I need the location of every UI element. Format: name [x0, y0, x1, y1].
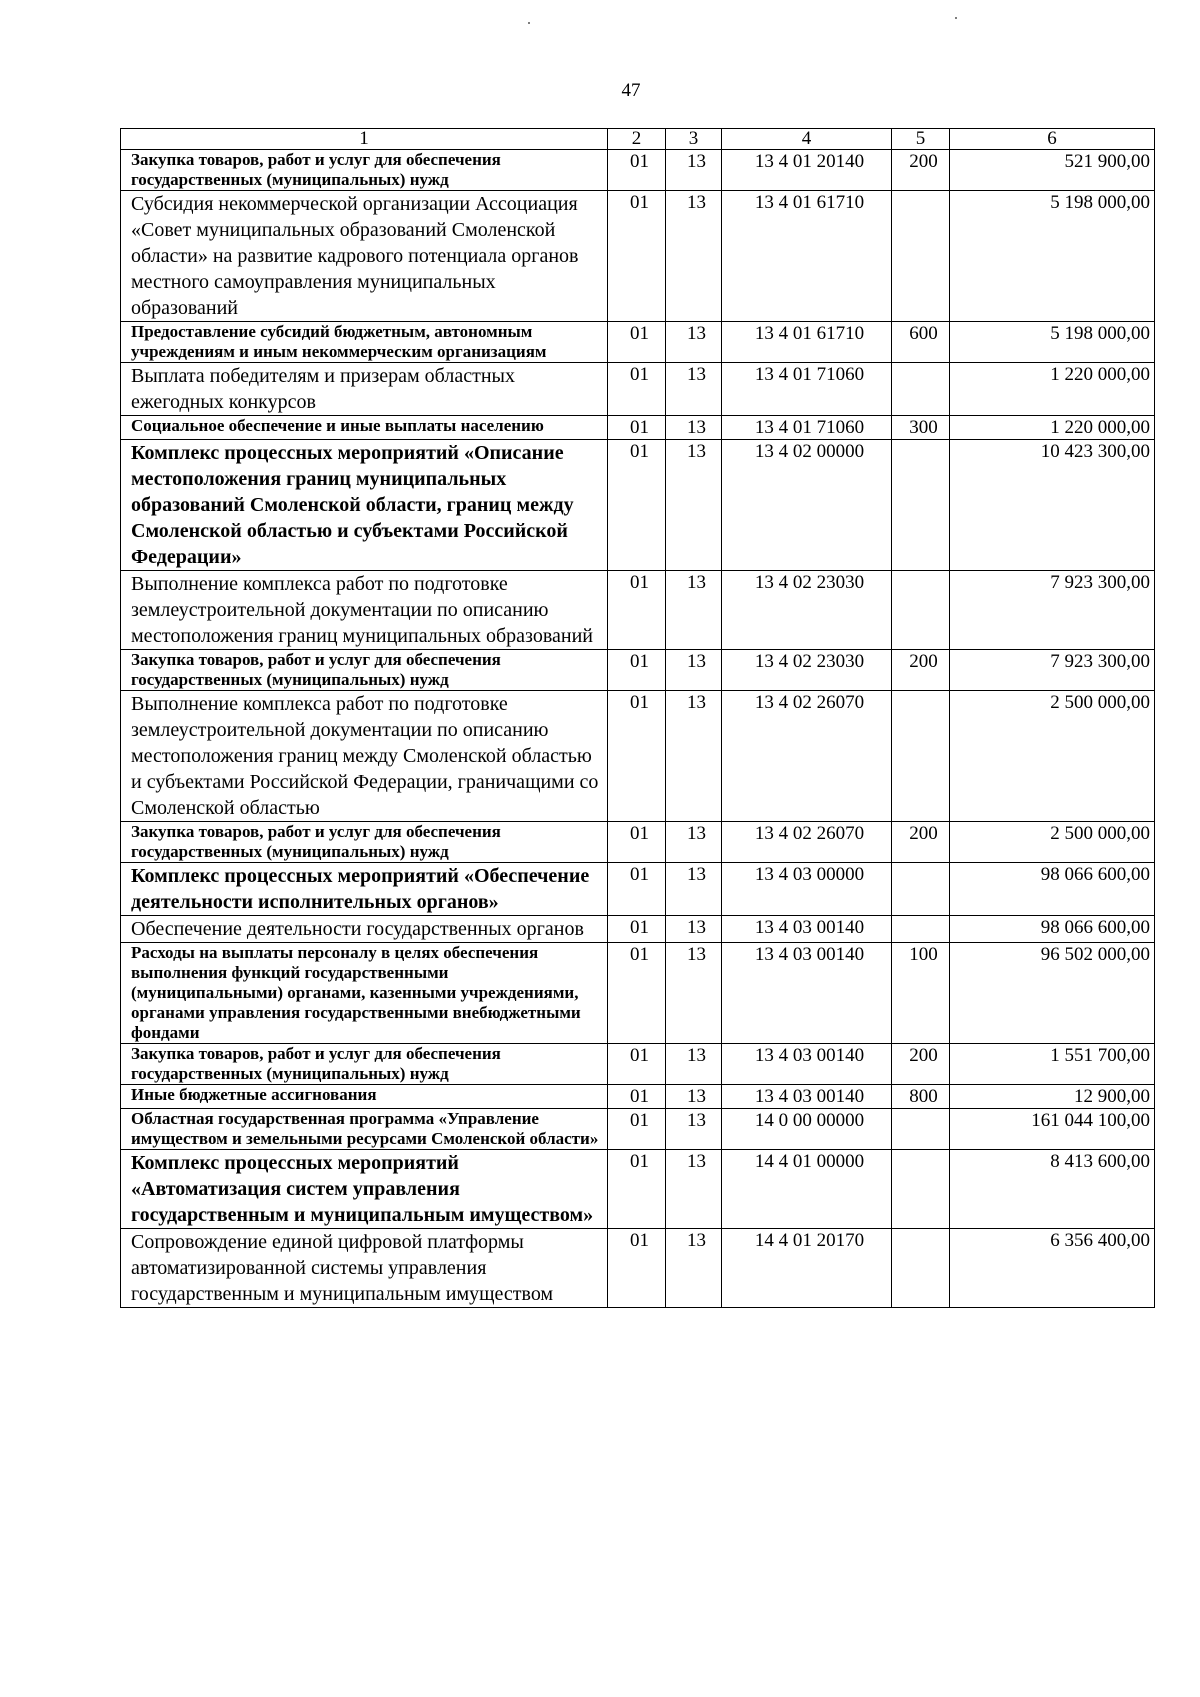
budget-table	[120, 128, 1155, 1308]
subsection-code-cell: 13	[666, 1044, 722, 1085]
row-name-cell: Выплата победителям и призерам областных ежегодных конкурсов	[121, 363, 608, 416]
table-row	[121, 916, 1155, 943]
row-name-cell: Закупка товаров, работ и услуг для обеспечения государственных (муниципальных) нужд	[121, 822, 608, 863]
expense-type-cell: 200	[892, 822, 950, 863]
section-code-cell: 01	[608, 1085, 666, 1109]
target-article-cell: 13 4 01 71060	[722, 363, 892, 416]
amount-cell: 1 220 000,00	[950, 416, 1155, 440]
row-name-cell: Обеспечение деятельности государственных органов	[121, 916, 608, 943]
target-article-cell: 14 4 01 20170	[722, 1229, 892, 1308]
subsection-code-cell: 13	[666, 322, 722, 363]
expense-type-cell	[892, 440, 950, 571]
expense-type-cell	[892, 863, 950, 916]
expense-type-cell: 200	[892, 150, 950, 191]
expense-type-cell	[892, 1229, 950, 1308]
subsection-code-cell: 13	[666, 1229, 722, 1308]
row-name-cell: Сопровождение единой цифровой платформы автоматизированной системы управления государственным и муниципальным имуществом	[121, 1229, 608, 1308]
table-row	[121, 322, 1155, 363]
expense-type-cell: 800	[892, 1085, 950, 1109]
section-code-cell: 01	[608, 691, 666, 822]
expense-type-cell	[892, 363, 950, 416]
column-header: 1	[121, 129, 608, 150]
section-code-cell: 01	[608, 150, 666, 191]
target-article-cell: 13 4 01 71060	[722, 416, 892, 440]
target-article-cell: 14 0 00 00000	[722, 1109, 892, 1150]
row-name-cell: Комплекс процессных мероприятий «Обеспечение деятельности исполнительных органов»	[121, 863, 608, 916]
column-header: 2	[608, 129, 666, 150]
amount-cell: 7 923 300,00	[950, 650, 1155, 691]
table-body	[121, 150, 1155, 1308]
section-code-cell: 01	[608, 363, 666, 416]
subsection-code-cell: 13	[666, 1085, 722, 1109]
row-name-cell: Комплекс процессных мероприятий «Автоматизация систем управления государственным и муниципальным имуществом»	[121, 1150, 608, 1229]
target-article-cell: 13 4 01 20140	[722, 150, 892, 191]
table-row	[121, 650, 1155, 691]
amount-cell: 6 356 400,00	[950, 1229, 1155, 1308]
table-row	[121, 1109, 1155, 1150]
amount-cell: 2 500 000,00	[950, 691, 1155, 822]
target-article-cell: 13 4 03 00140	[722, 1044, 892, 1085]
expense-type-cell: 600	[892, 322, 950, 363]
table-row	[121, 416, 1155, 440]
section-code-cell: 01	[608, 571, 666, 650]
table-row	[121, 150, 1155, 191]
amount-cell: 5 198 000,00	[950, 322, 1155, 363]
row-name-cell: Выполнение комплекса работ по подготовке землеустроительной документации по описанию местоположения границ муниципальных образований	[121, 571, 608, 650]
page-number: 47	[621, 80, 641, 101]
target-article-cell: 13 4 02 23030	[722, 571, 892, 650]
section-code-cell: 01	[608, 863, 666, 916]
target-article-cell: 13 4 03 00140	[722, 916, 892, 943]
section-code-cell: 01	[608, 322, 666, 363]
table-row	[121, 1150, 1155, 1229]
row-name-cell: Социальное обеспечение и иные выплаты населению	[121, 416, 608, 440]
subsection-code-cell: 13	[666, 822, 722, 863]
expense-type-cell	[892, 191, 950, 322]
column-header: 3	[666, 129, 722, 150]
row-name-cell: Закупка товаров, работ и услуг для обеспечения государственных (муниципальных) нужд	[121, 1044, 608, 1085]
subsection-code-cell: 13	[666, 691, 722, 822]
row-name-cell: Закупка товаров, работ и услуг для обеспечения государственных (муниципальных) нужд	[121, 150, 608, 191]
expense-type-cell	[892, 691, 950, 822]
amount-cell: 96 502 000,00	[950, 943, 1155, 1044]
target-article-cell: 13 4 03 00140	[722, 1085, 892, 1109]
subsection-code-cell: 13	[666, 150, 722, 191]
table-row	[121, 943, 1155, 1044]
amount-cell: 161 044 100,00	[950, 1109, 1155, 1150]
table-row	[121, 363, 1155, 416]
table-row	[121, 440, 1155, 571]
subsection-code-cell: 13	[666, 1109, 722, 1150]
amount-cell: 98 066 600,00	[950, 863, 1155, 916]
expense-type-cell: 200	[892, 1044, 950, 1085]
subsection-code-cell: 13	[666, 440, 722, 571]
table-row	[121, 571, 1155, 650]
subsection-code-cell: 13	[666, 650, 722, 691]
column-header: 6	[950, 129, 1155, 150]
table-row	[121, 822, 1155, 863]
header-row	[121, 129, 1155, 150]
scan-speck	[955, 17, 957, 19]
expense-type-cell	[892, 571, 950, 650]
amount-cell: 1 551 700,00	[950, 1044, 1155, 1085]
table-row	[121, 863, 1155, 916]
expense-type-cell: 300	[892, 416, 950, 440]
expense-type-cell: 200	[892, 650, 950, 691]
section-code-cell: 01	[608, 191, 666, 322]
row-name-cell: Иные бюджетные ассигнования	[121, 1085, 608, 1109]
row-name-cell: Комплекс процессных мероприятий «Описание местоположения границ муниципальных образований Смоленской области, границ между Смоленской областью и субъектами Российской Федерации»	[121, 440, 608, 571]
target-article-cell: 13 4 02 23030	[722, 650, 892, 691]
section-code-cell: 01	[608, 1044, 666, 1085]
target-article-cell: 13 4 02 26070	[722, 822, 892, 863]
row-name-cell: Субсидия некоммерческой организации Ассоциация «Совет муниципальных образований Смоленской области» на развитие кадрового потенциала органов местного самоуправления муниципальных образований	[121, 191, 608, 322]
section-code-cell: 01	[608, 1109, 666, 1150]
column-header: 5	[892, 129, 950, 150]
amount-cell: 10 423 300,00	[950, 440, 1155, 571]
subsection-code-cell: 13	[666, 916, 722, 943]
subsection-code-cell: 13	[666, 943, 722, 1044]
target-article-cell: 13 4 03 00000	[722, 863, 892, 916]
column-header: 4	[722, 129, 892, 150]
row-name-cell: Расходы на выплаты персоналу в целях обеспечения выполнения функций государственными (муниципальными) органами, казенными учреждениями, органами управления государственными внебюджетными фондами	[121, 943, 608, 1044]
section-code-cell: 01	[608, 650, 666, 691]
section-code-cell: 01	[608, 943, 666, 1044]
expense-type-cell	[892, 1150, 950, 1229]
amount-cell: 7 923 300,00	[950, 571, 1155, 650]
target-article-cell: 13 4 01 61710	[722, 191, 892, 322]
amount-cell: 98 066 600,00	[950, 916, 1155, 943]
row-name-cell: Предоставление субсидий бюджетным, автономным учреждениям и иным некоммерческим организациям	[121, 322, 608, 363]
section-code-cell: 01	[608, 916, 666, 943]
subsection-code-cell: 13	[666, 1150, 722, 1229]
section-code-cell: 01	[608, 440, 666, 571]
section-code-cell: 01	[608, 1150, 666, 1229]
subsection-code-cell: 13	[666, 363, 722, 416]
section-code-cell: 01	[608, 822, 666, 863]
row-name-cell: Выполнение комплекса работ по подготовке землеустроительной документации по описанию местоположения границ между Смоленской областью и субъектами Российской Федерации, граничащими со Смоленской областью	[121, 691, 608, 822]
table-row	[121, 1229, 1155, 1308]
expense-type-cell	[892, 1109, 950, 1150]
subsection-code-cell: 13	[666, 863, 722, 916]
amount-cell: 521 900,00	[950, 150, 1155, 191]
expense-type-cell: 100	[892, 943, 950, 1044]
target-article-cell: 13 4 02 00000	[722, 440, 892, 571]
scan-speck	[528, 22, 530, 24]
table-row	[121, 1085, 1155, 1109]
amount-cell: 2 500 000,00	[950, 822, 1155, 863]
subsection-code-cell: 13	[666, 416, 722, 440]
amount-cell: 8 413 600,00	[950, 1150, 1155, 1229]
amount-cell: 12 900,00	[950, 1085, 1155, 1109]
row-name-cell: Закупка товаров, работ и услуг для обеспечения государственных (муниципальных) нужд	[121, 650, 608, 691]
table-row	[121, 1044, 1155, 1085]
amount-cell: 5 198 000,00	[950, 191, 1155, 322]
table-row	[121, 691, 1155, 822]
subsection-code-cell: 13	[666, 191, 722, 322]
target-article-cell: 13 4 03 00140	[722, 943, 892, 1044]
table-row	[121, 191, 1155, 322]
section-code-cell: 01	[608, 416, 666, 440]
amount-cell: 1 220 000,00	[950, 363, 1155, 416]
target-article-cell: 13 4 02 26070	[722, 691, 892, 822]
row-name-cell: Областная государственная программа «Управление имуществом и земельными ресурсами Смоленской области»	[121, 1109, 608, 1150]
section-code-cell: 01	[608, 1229, 666, 1308]
subsection-code-cell: 13	[666, 571, 722, 650]
target-article-cell: 14 4 01 00000	[722, 1150, 892, 1229]
target-article-cell: 13 4 01 61710	[722, 322, 892, 363]
expense-type-cell	[892, 916, 950, 943]
